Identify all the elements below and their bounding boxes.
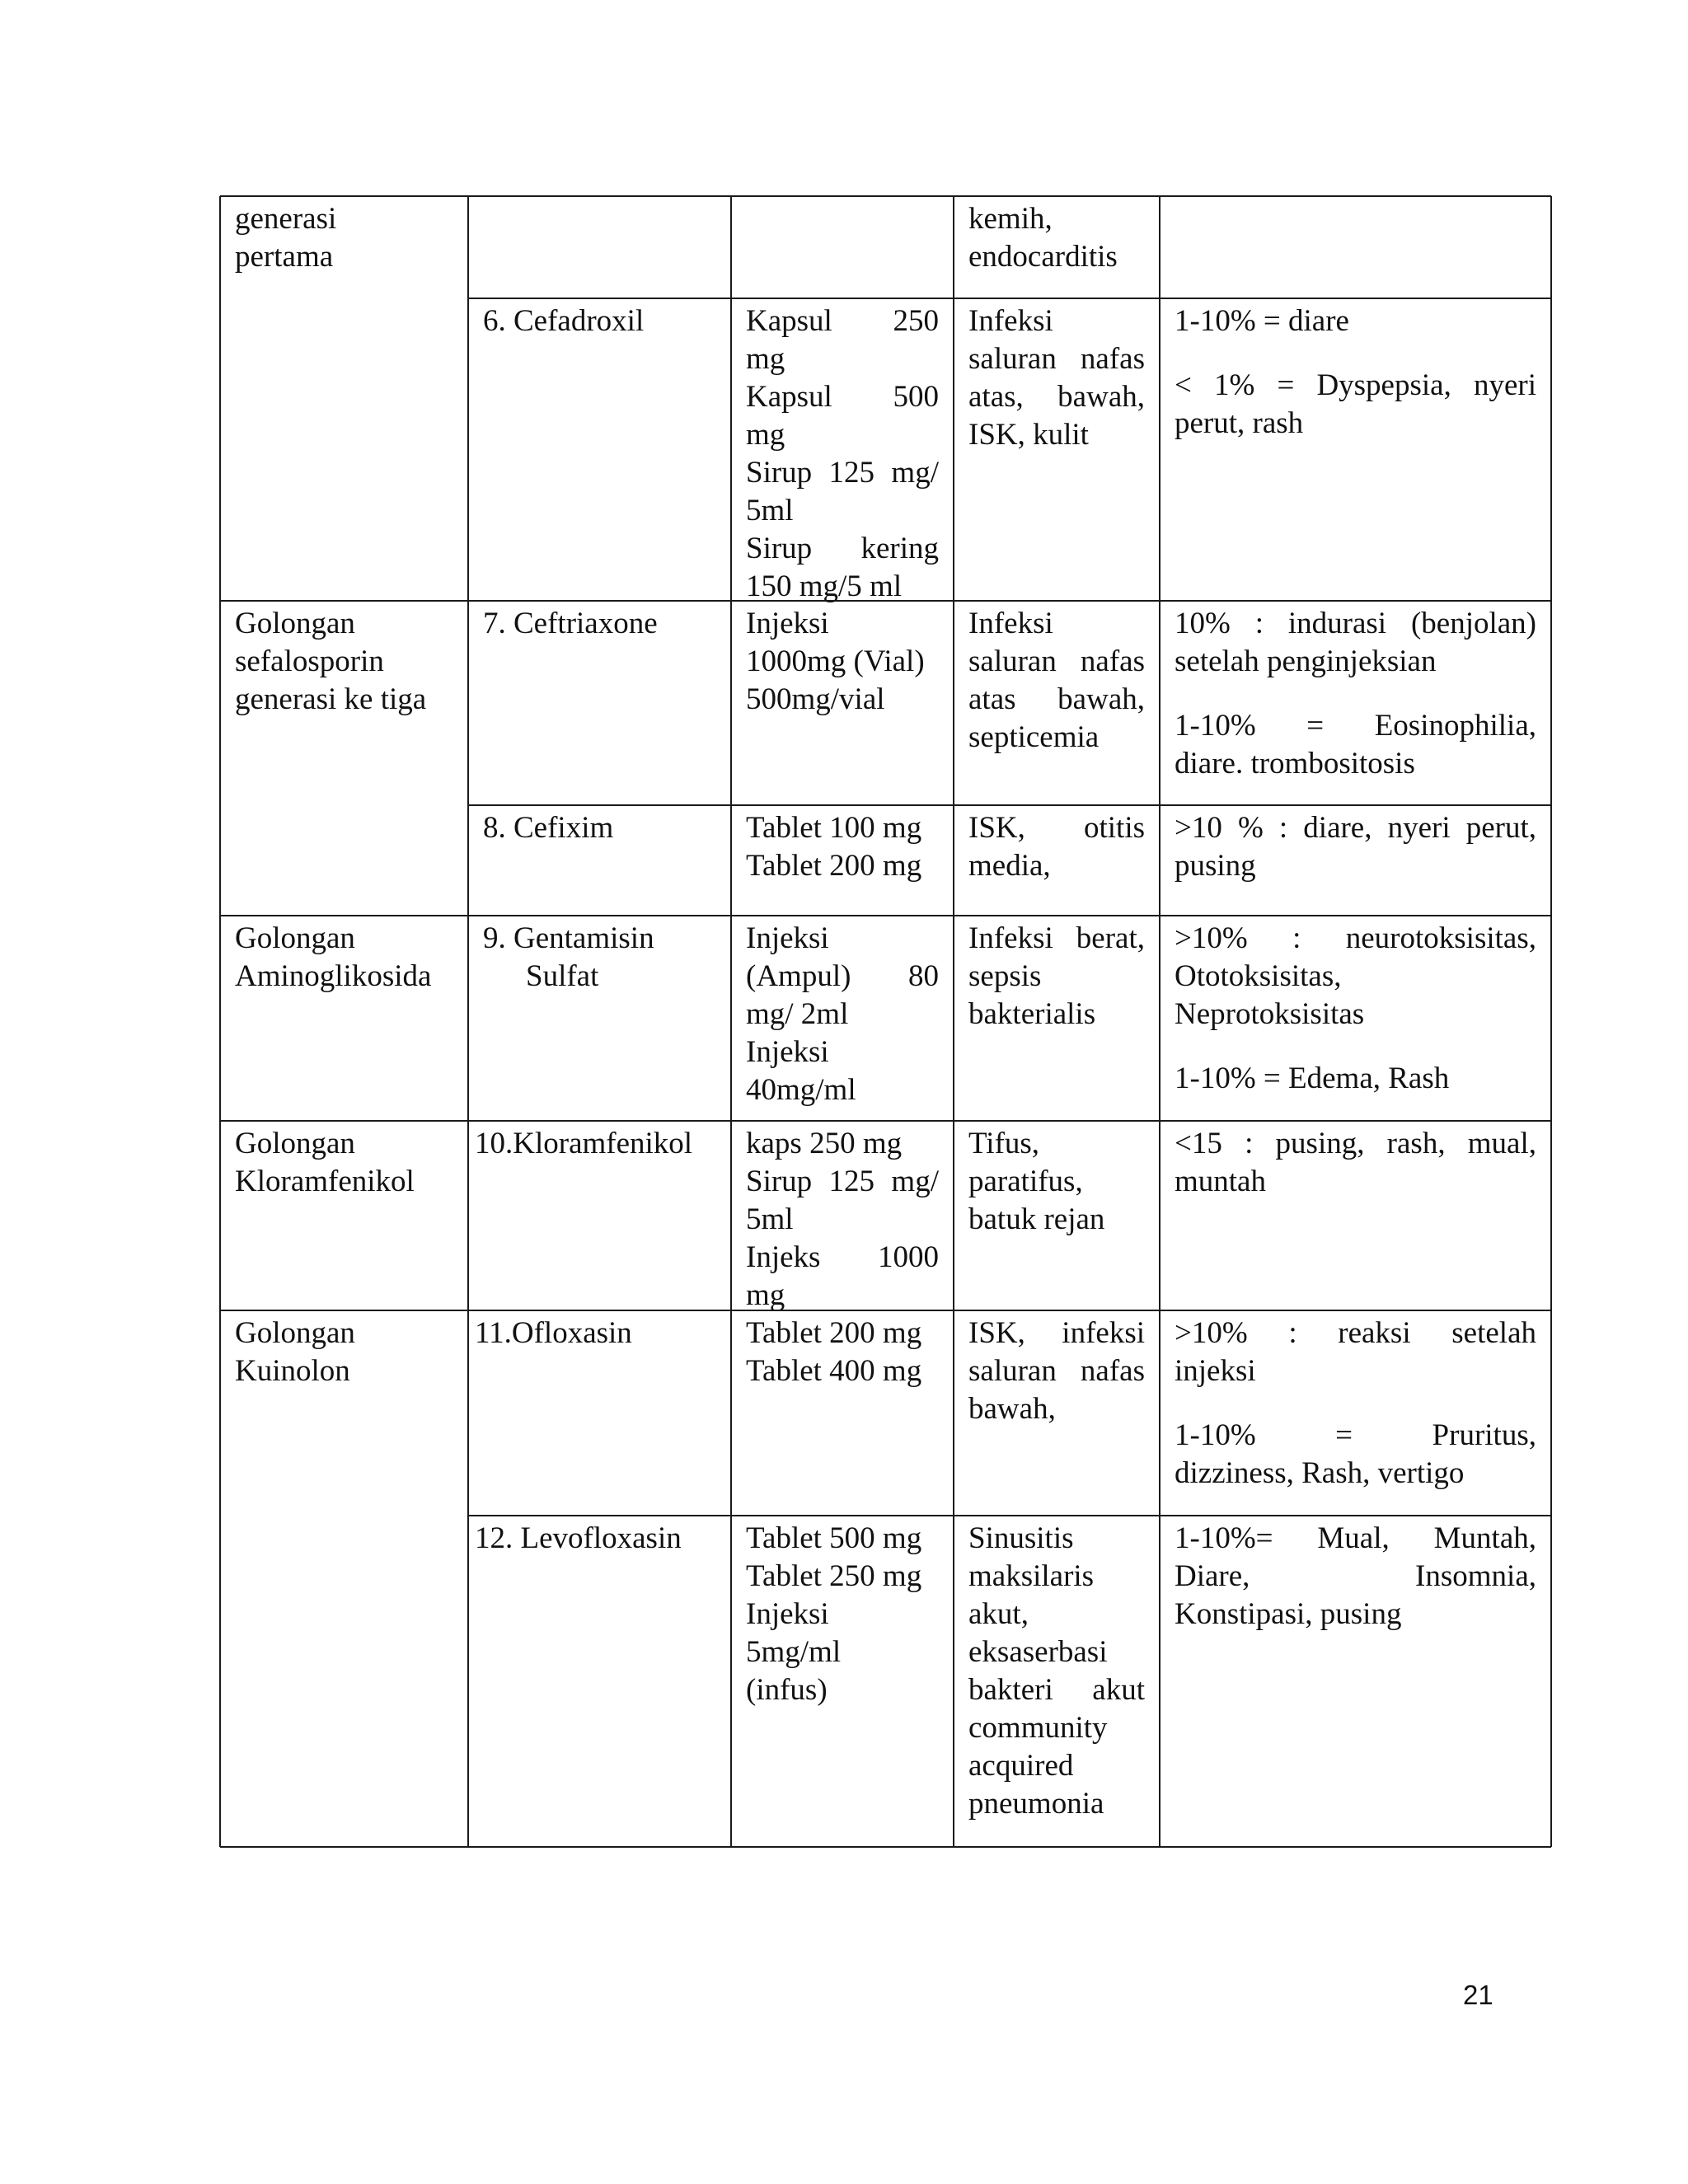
efek-paragraph: [1175, 1520, 1536, 1633]
indikasi-line: media,: [968, 849, 1051, 883]
golongan-text: sefalosporin: [235, 644, 384, 678]
sediaan-line: 5ml: [746, 494, 794, 527]
indikasi-cell: [968, 605, 1145, 757]
sediaan-line: 40mg/ml: [746, 1073, 856, 1107]
sediaan-line: mg/ 2ml: [746, 997, 849, 1031]
golongan-text: Golongan: [235, 921, 355, 955]
efek-paragraph: [1175, 605, 1536, 681]
efek-line: perut, rash: [1175, 406, 1304, 440]
efek-cell: [1175, 1125, 1536, 1201]
efek-paragraph: [1175, 1417, 1536, 1493]
efek-line: 1-10% = Eosinophilia,: [1175, 709, 1536, 743]
efek-cell: [1175, 920, 1536, 1098]
obat-name: 10.Kloramfenikol: [475, 1127, 693, 1160]
efek-line: Konstipasi, pusing: [1175, 1597, 1402, 1631]
indikasi-line: acquired: [968, 1749, 1074, 1783]
golongan-text: Golongan: [235, 1316, 355, 1350]
indikasi-cell: [968, 1520, 1145, 1823]
efek-line: muntah: [1175, 1165, 1266, 1198]
efek-line: setelah penginjeksian: [1175, 644, 1437, 678]
indikasi-line: Infeksi berat,: [968, 921, 1145, 955]
indikasi-cell: [968, 920, 1145, 1033]
indikasi-line: ISK, infeksi: [968, 1316, 1145, 1350]
indikasi-line: saluran nafas: [968, 342, 1145, 376]
sediaan-line: 5ml: [746, 1202, 794, 1236]
sediaan-line: Tablet 500 mg: [746, 1521, 922, 1555]
indikasi-line: sepsis: [968, 959, 1042, 993]
golongan-text: Aminoglikosida: [235, 959, 432, 993]
sediaan-line: Injeksi: [746, 1597, 829, 1631]
indikasi-line: akut,: [968, 1597, 1029, 1631]
obat-cell: [475, 1125, 708, 1163]
efek-line: 1-10% = diare: [1175, 304, 1349, 338]
sediaan-line: Sirup kering: [746, 532, 939, 565]
efek-line: >10 % : diare, nyeri perut,: [1175, 811, 1536, 845]
sediaan-cell: [746, 920, 939, 1109]
golongan-cell: [235, 200, 453, 276]
indikasi-cell: [968, 302, 1145, 454]
obat-cell: [483, 920, 716, 996]
obat-name: 7. Ceftriaxone: [483, 607, 658, 640]
sediaan-line: Injeks 1000: [746, 1240, 939, 1274]
efek-cell: [1175, 302, 1536, 443]
efek-line: >10% : reaksi setelah: [1175, 1316, 1536, 1350]
efek-line: Diare, Insomnia,: [1175, 1559, 1536, 1593]
obat-name: 11.Ofloxasin: [475, 1316, 632, 1350]
sediaan-cell: [746, 1520, 939, 1709]
efek-paragraph: [1175, 1060, 1536, 1098]
golongan-cell: [235, 920, 453, 996]
sediaan-line: mg: [746, 418, 785, 452]
efek-line: 1-10% = Edema, Rash: [1175, 1062, 1450, 1095]
efek-cell: [1175, 809, 1536, 885]
obat-name: 12. Levofloxasin: [475, 1521, 682, 1555]
sediaan-line: (infus): [746, 1673, 828, 1707]
indikasi-cell: [968, 809, 1145, 885]
efek-line: < 1% = Dyspepsia, nyeri: [1175, 368, 1536, 402]
obat-cell: [475, 1315, 708, 1352]
efek-cell: [1175, 605, 1536, 783]
sediaan-line: kaps 250 mg: [746, 1127, 903, 1160]
sediaan-line: Injeksi: [746, 921, 829, 955]
indikasi-line: community: [968, 1711, 1108, 1745]
obat-cell: [483, 605, 716, 643]
golongan-cell: [235, 1315, 453, 1390]
sediaan-line: Tablet 200 mg: [746, 849, 922, 883]
sediaan-line: 1000mg (Vial): [746, 644, 925, 678]
indikasi-cell: [968, 1125, 1145, 1239]
sediaan-line: 500mg/vial: [746, 682, 885, 716]
indikasi-line: atas bawah,: [968, 682, 1145, 716]
efek-paragraph: [1175, 302, 1536, 340]
efek-cell: [1175, 1315, 1536, 1493]
indikasi-cell: [968, 200, 1145, 276]
efek-paragraph: [1175, 809, 1536, 885]
obat-cell: [483, 809, 716, 847]
sediaan-line: Sirup 125 mg/: [746, 456, 939, 490]
golongan-text: Golongan: [235, 1127, 355, 1160]
obat-cell: [483, 302, 716, 340]
efek-line: >10% : neurotoksisitas,: [1175, 921, 1536, 955]
indikasi-line: ISK, kulit: [968, 418, 1089, 452]
indikasi-line: ISK, otitis: [968, 811, 1145, 845]
golongan-text: generasi: [235, 202, 337, 236]
sediaan-line: Tablet 200 mg: [746, 1316, 922, 1350]
efek-line: diare. trombositosis: [1175, 747, 1415, 780]
golongan-text: Kloramfenikol: [235, 1165, 415, 1198]
sediaan-line: 5mg/ml: [746, 1635, 842, 1669]
indikasi-line: Sinusitis: [968, 1521, 1074, 1555]
indikasi-line: Infeksi: [968, 304, 1053, 338]
indikasi-line: pneumonia: [968, 1787, 1104, 1821]
efek-line: dizziness, Rash, vertigo: [1175, 1456, 1465, 1490]
efek-paragraph: [1175, 367, 1536, 443]
sediaan-line: Tablet 100 mg: [746, 811, 922, 845]
efek-line: 1-10%= Mual, Muntah,: [1175, 1521, 1536, 1555]
indikasi-line: batuk rejan: [968, 1202, 1105, 1236]
efek-line: 10% : indurasi (benjolan): [1175, 607, 1536, 640]
golongan-cell: [235, 1125, 453, 1201]
sediaan-line: Tablet 250 mg: [746, 1559, 922, 1593]
indikasi-line: paratifus,: [968, 1165, 1083, 1198]
obat-name-cont: Sulfat: [526, 959, 599, 993]
sediaan-line: Injeksi: [746, 1035, 829, 1069]
efek-line: <15 : pusing, rash, mual,: [1175, 1127, 1536, 1160]
indikasi-line: maksilaris: [968, 1559, 1095, 1593]
efek-line: pusing: [1175, 849, 1256, 883]
sediaan-line: mg: [746, 1278, 785, 1312]
indikasi-cell: [968, 1315, 1145, 1428]
indikasi-line: bakterialis: [968, 997, 1096, 1031]
page-number: 21: [1463, 1980, 1493, 2010]
golongan-text: Golongan: [235, 607, 355, 640]
sediaan-line: Tablet 400 mg: [746, 1354, 922, 1388]
sediaan-line: 150 mg/5 ml: [746, 569, 903, 603]
sediaan-line: Kapsul 500: [746, 380, 939, 414]
golongan-cell: [235, 605, 453, 719]
indikasi-line: endocarditis: [968, 240, 1118, 274]
golongan-text: generasi ke tiga: [235, 682, 427, 716]
sediaan-line: Sirup 125 mg/: [746, 1165, 939, 1198]
sediaan-line: (Ampul) 80: [746, 959, 939, 993]
obat-name: 6. Cefadroxil: [483, 304, 645, 338]
indikasi-line: septicemia: [968, 720, 1100, 754]
indikasi-line: eksaserbasi: [968, 1635, 1108, 1669]
efek-paragraph: [1175, 1315, 1536, 1390]
golongan-text: Kuinolon: [235, 1354, 350, 1388]
efek-paragraph: [1175, 920, 1536, 1033]
sediaan-cell: [746, 809, 939, 885]
efek-line: 1-10% = Pruritus,: [1175, 1418, 1536, 1452]
indikasi-line: atas, bawah,: [968, 380, 1145, 414]
sediaan-cell: [746, 1315, 939, 1390]
indikasi-line: saluran nafas: [968, 644, 1145, 678]
sediaan-line: Injeksi: [746, 607, 829, 640]
obat-name: 9. Gentamisin: [483, 921, 654, 955]
golongan-text: pertama: [235, 240, 334, 274]
indikasi-line: Tifus,: [968, 1127, 1040, 1160]
indikasi-line: saluran nafas: [968, 1354, 1145, 1388]
indikasi-line: bakteri akut: [968, 1673, 1145, 1707]
efek-line: Neprotoksisitas: [1175, 997, 1365, 1031]
efek-paragraph: [1175, 707, 1536, 783]
sediaan-line: Kapsul 250: [746, 304, 939, 338]
indikasi-line: kemih,: [968, 202, 1053, 236]
efek-line: injeksi: [1175, 1354, 1256, 1388]
sediaan-line: mg: [746, 342, 785, 376]
obat-name: 8. Cefixim: [483, 811, 614, 845]
sediaan-cell: [746, 302, 939, 606]
efek-paragraph: [1175, 1125, 1536, 1201]
sediaan-cell: [746, 605, 939, 719]
indikasi-line: bawah,: [968, 1392, 1056, 1426]
obat-cell: [475, 1520, 708, 1558]
efek-line: Ototoksisitas,: [1175, 959, 1342, 993]
sediaan-cell: [746, 1125, 939, 1315]
efek-cell: [1175, 1520, 1536, 1633]
indikasi-line: Infeksi: [968, 607, 1053, 640]
